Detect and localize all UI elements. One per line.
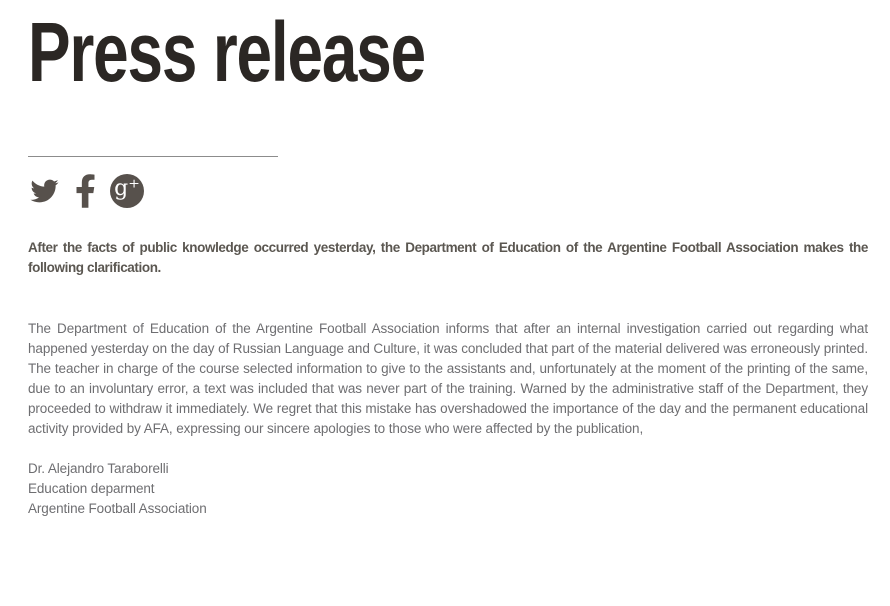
signature-department: Education deparment — [28, 481, 155, 496]
divider — [28, 156, 278, 157]
google-plus-icon: g⁺ — [110, 174, 144, 208]
body-paragraph: The Department of Education of the Argentine Football Association informs that after an internal investigation carried out regarding what happened yesterday on the day of Russian Language and Culture, it was concluded that part of the material delivered was erroneously printed. The teacher in charge of the course selected information to give to the assistants and, unfortunately at the moment of the printing of the same, due to an involuntary error, a text was included that was never part of the training. Warned by the administrative staff of the Department, they proceeded to withdraw it immediately. We regret that this mistake has overshadowed the importance of the day and the permanent educational activity provided by AFA, expressing our sincere apologies to those who were affected by the publication, — [28, 321, 868, 436]
page-title: Press release — [28, 5, 425, 99]
signature-organization: Argentine Football Association — [28, 501, 207, 516]
twitter-share-button[interactable] — [28, 177, 61, 205]
signature-block — [28, 459, 868, 519]
intro-paragraph: After the facts of public knowledge occurred yesterday, the Department of Education of the Argentine Football Association makes the following clarification. — [28, 240, 868, 275]
twitter-icon — [28, 177, 61, 205]
google-plus-share-button[interactable] — [110, 174, 144, 208]
signature-name: Dr. Alejandro Taraborelli — [28, 461, 169, 476]
facebook-share-button[interactable] — [75, 174, 96, 208]
social-share-bar — [28, 173, 868, 208]
facebook-icon — [75, 174, 96, 208]
